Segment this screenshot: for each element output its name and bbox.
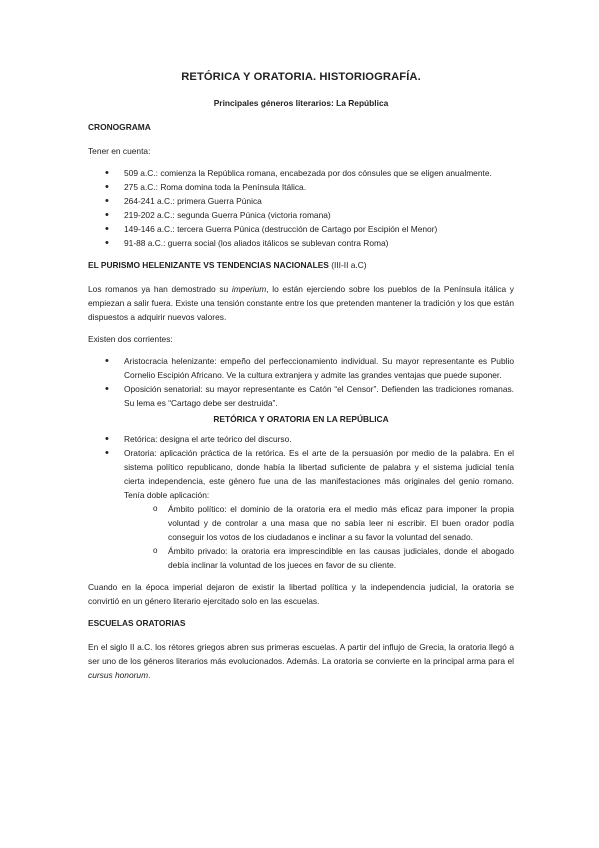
- escuelas-text-end: .: [148, 670, 151, 680]
- timeline-item: • 149-146 a.C.: tercera Guerra Púnica (destrucción de Cartago por Escipión el Menor): [124, 222, 514, 236]
- timeline-list: [88, 166, 514, 250]
- ambito-item: o Ámbito político: el dominio de la oratoria era el medio más eficaz para imponer la propia voluntad y de controlar a una masa que no sabía leer ni escribir. El buen orador podía conseguir los votos de los ciudadanos e inclinar a su favor la voluntad del senado.: [168, 502, 514, 544]
- oratoria-item: [124, 446, 514, 572]
- purismo-text-end: , lo están ejerciendo sobre los pueblos de la Península itálica y empiezan a salir fuera. Existe una tensión constante entre los que pretenden mantener la tradición y los que están dispuestos a adquirir nuevos valores.: [88, 284, 514, 322]
- timeline-item: • 275 a.C.: Roma domina toda la Península Itálica.: [124, 180, 514, 194]
- timeline-item: • 219-202 a.C.: segunda Guerra Púnica (victoria romana): [124, 208, 514, 222]
- existen-text: Existen dos corrientes:: [88, 334, 173, 344]
- cronograma-heading: CRONOGRAMA: [88, 122, 151, 132]
- purismo-heading-text: EL PURISMO HELENIZANTE VS TENDENCIAS NACIONALES: [88, 260, 329, 270]
- imperial-paragraph: Cuando en la época imperial dejaron de existir la libertad política y la independencia judicial, la oratoria se convirtió en un género literario ejercitado solo en las escuelas.: [88, 582, 514, 606]
- ambitos-list: [124, 502, 514, 572]
- timeline-item: • 91-88 a.C.: guerra social (los aliados itálicos se sublevan contra Roma): [124, 236, 514, 250]
- corrientes-list: [88, 354, 514, 410]
- retorica-heading: RETÓRICA Y ORATORIA EN LA REPÚBLICA: [213, 414, 389, 424]
- purismo-paragraph: [88, 282, 514, 324]
- ambito-item: o Ámbito privado: la oratoria era imprescindible en las causas judiciales, donde el abogado debía inclinar la voluntad de los jueces en favor de su cliente.: [168, 544, 514, 572]
- timeline-item: • 264-241 a.C.: primera Guerra Púnica: [124, 194, 514, 208]
- cursus-honorum-term: cursus honorum: [88, 670, 149, 680]
- escuelas-text-start: En el siglo II a.C. los rétores griegos abren sus primeras escuelas. A partir del influjo de Grecia, la oratoria llegó a ser uno de los géneros literarios más evolucionados. Además. La oratoria se convierte en la principal arma para el: [88, 642, 514, 666]
- escuelas-paragraph: [88, 640, 514, 682]
- escuelas-heading: ESCUELAS ORATORIAS: [88, 618, 186, 628]
- timeline-item: • 509 a.C.: comienza la República romana, encabezada por dos cónsules que se eligen anualmente.: [124, 166, 514, 180]
- document-body: [88, 66, 514, 690]
- tener-en-cuenta-text: Tener en cuenta:: [88, 146, 151, 156]
- purismo-heading-dates: (III-II a.C): [331, 260, 367, 270]
- corriente-item: • Oposición senatorial: su mayor representante es Catón “el Censor”. Defienden las tradiciones romanas. Su lema es “Cartago debe ser destruida”.: [124, 382, 514, 410]
- purismo-text-start: Los romanos ya han demostrado su: [88, 284, 232, 294]
- retorica-list: [88, 432, 514, 572]
- purismo-heading: [88, 258, 514, 272]
- document-subtitle: Principales géneros literarios: La República: [213, 98, 389, 108]
- document-title: RETÓRICA Y ORATORIA. HISTORIOGRAFÍA.: [181, 71, 421, 83]
- oratoria-text: Oratoria: aplicación práctica de la retórica. Es el arte de la persuasión por medio de la palabra. En el sistema político republicano, donde había la libertad suficiente de palabra y el sistema judicial tenía cierta independencia, este género fue una de las manifestaciones más originales del genio romano. Tenía doble aplicación:: [124, 448, 514, 500]
- retorica-item: • Retórica: designa el arte teórico del discurso.: [124, 432, 514, 446]
- corriente-item: • Aristocracia helenizante: empeño del perfeccionamiento individual. Su mayor representante es Publio Cornelio Escipión Africano. Ve la cultura extranjera y admite las grandes ventajas que puede suponer.: [124, 354, 514, 382]
- imperium-term: imperium: [231, 284, 267, 294]
